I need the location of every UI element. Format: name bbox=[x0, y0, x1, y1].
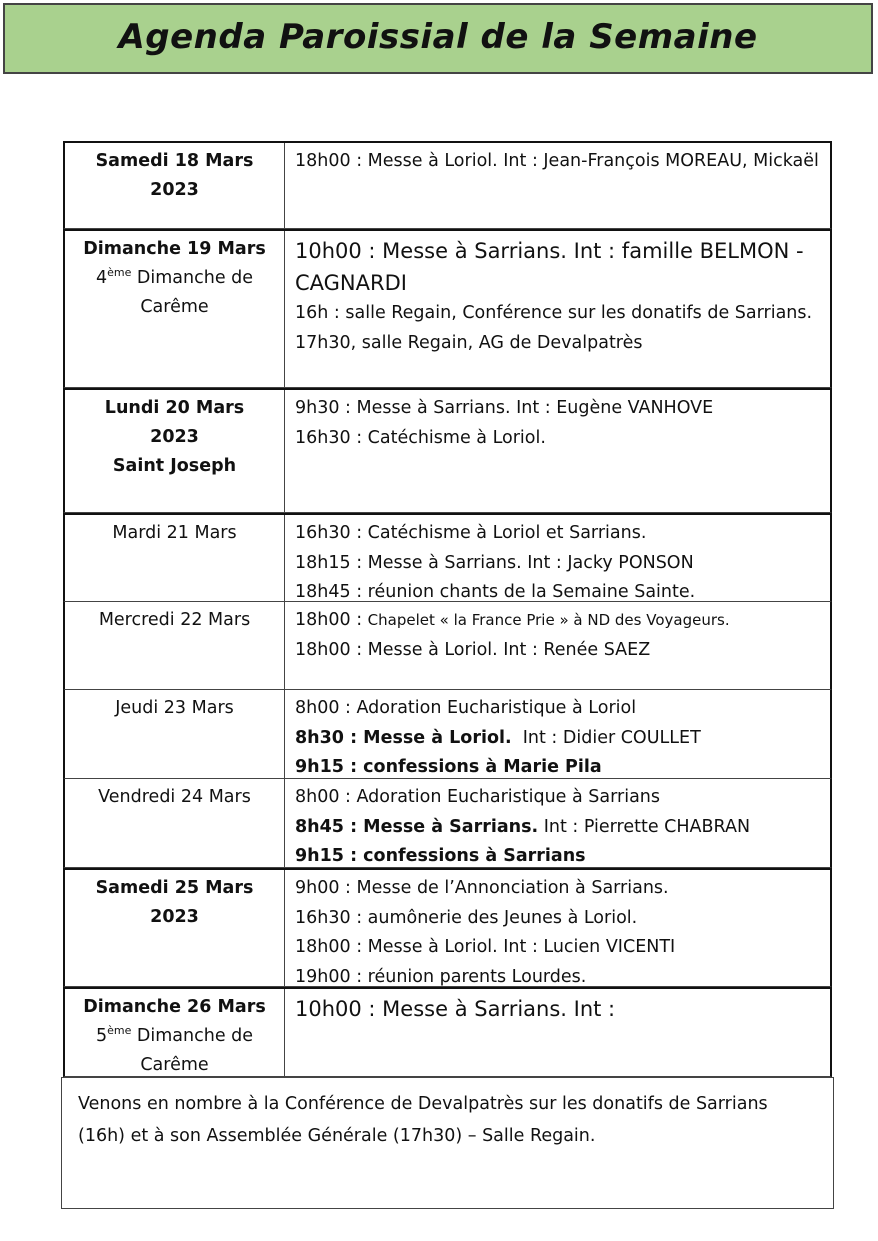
day-line-ordinal: ème bbox=[107, 266, 132, 280]
events-cell bbox=[285, 779, 830, 867]
day-line-text: Samedi 18 Mars bbox=[95, 151, 254, 171]
day-line-text: Dimanche 26 Mars bbox=[83, 997, 266, 1017]
announcement-box bbox=[61, 1077, 834, 1209]
event-text: 9h15 : confessions à Sarrians bbox=[295, 846, 586, 866]
day-line bbox=[65, 147, 284, 176]
event-text: 9h30 : Messe à Sarrians. Int : Eugène VANHOVE bbox=[295, 398, 714, 418]
event-line bbox=[295, 299, 830, 329]
day-line bbox=[65, 874, 284, 903]
day-line-text: Dimanche 19 Mars bbox=[83, 239, 266, 259]
day-line-text: Samedi 25 Mars bbox=[95, 878, 254, 898]
event-text: 10h00 : Messe à Sarrians. Int : bbox=[295, 997, 616, 1021]
day-cell bbox=[65, 231, 285, 387]
events-cell bbox=[285, 870, 830, 986]
day-cell bbox=[65, 779, 285, 867]
event-text: 19h00 : réunion parents Lourdes. bbox=[295, 966, 587, 987]
event-line bbox=[295, 904, 830, 934]
event-line bbox=[295, 813, 830, 843]
event-text: 18h00 : Messe à Loriol. Int : Lucien VICENTI bbox=[295, 937, 676, 957]
day-line-text: 2023 bbox=[150, 180, 199, 200]
agenda-row-jeudi-23 bbox=[63, 690, 832, 779]
announcement-text: Venons en nombre à la Conférence de Devalpatrès sur les donatifs de Sarrians (16h) et à son Assemblée Générale (17h30) – Salle Regain. bbox=[78, 1094, 768, 1146]
day-line bbox=[65, 394, 284, 423]
day-line-text: Vendredi 24 Mars bbox=[98, 787, 251, 807]
day-line-text: Dimanche de bbox=[131, 268, 254, 288]
agenda-row-dimanche-26 bbox=[63, 987, 832, 1077]
event-text: 18h15 : Messe à Sarrians. Int : Jacky PONSON bbox=[295, 552, 694, 573]
day-line-text: Lundi 20 Mars bbox=[104, 398, 245, 418]
event-line bbox=[295, 549, 830, 579]
day-line-text: 2023 bbox=[150, 427, 199, 447]
agenda-row-dimanche-19 bbox=[63, 229, 832, 388]
agenda-row-samedi-18 bbox=[63, 141, 832, 229]
events-cell bbox=[285, 390, 830, 512]
day-line-ordinal: ème bbox=[107, 1024, 132, 1038]
events-cell bbox=[285, 602, 830, 689]
day-line bbox=[65, 694, 284, 723]
day-line bbox=[65, 606, 284, 635]
day-line-number: 4 bbox=[95, 268, 108, 288]
event-line bbox=[295, 783, 830, 813]
event-line bbox=[295, 147, 830, 177]
event-text: 8h00 : Adoration Eucharistique à Sarrians bbox=[295, 787, 661, 807]
event-line bbox=[295, 724, 830, 754]
day-line bbox=[65, 452, 284, 481]
event-line bbox=[295, 933, 830, 963]
day-cell bbox=[65, 870, 285, 986]
event-line bbox=[295, 424, 830, 454]
agenda-row-mercredi-22 bbox=[63, 602, 832, 690]
day-line-text: 2023 bbox=[150, 907, 199, 927]
day-cell bbox=[65, 143, 285, 228]
event-text: 8h00 : Adoration Eucharistique à Loriol bbox=[295, 698, 637, 718]
event-line bbox=[295, 694, 830, 724]
day-cell bbox=[65, 690, 285, 778]
agenda-row-samedi-25 bbox=[63, 868, 832, 987]
day-line bbox=[65, 1051, 284, 1080]
agenda-row-lundi-20 bbox=[63, 388, 832, 513]
events-cell bbox=[285, 690, 830, 778]
events-cell bbox=[285, 515, 830, 601]
day-cell bbox=[65, 515, 285, 601]
day-line bbox=[65, 519, 284, 548]
event-text: 16h30 : Catéchisme à Loriol. bbox=[295, 427, 546, 448]
page-title: Agenda Paroissial de la Semaine bbox=[118, 17, 758, 57]
agenda-row-vendredi-24 bbox=[63, 779, 832, 868]
event-line bbox=[295, 519, 830, 549]
day-line bbox=[65, 264, 284, 293]
event-text: Chapelet « la France Prie » à ND des Voyageurs. bbox=[367, 611, 730, 629]
event-text: 16h30 : Catéchisme à Loriol et Sarrians. bbox=[295, 523, 647, 543]
day-line-number: 5 bbox=[95, 1026, 108, 1046]
day-line bbox=[65, 783, 284, 812]
agenda-table bbox=[63, 141, 832, 1077]
day-line-text: Mercredi 22 Mars bbox=[98, 610, 251, 630]
event-line bbox=[295, 329, 830, 359]
events-cell bbox=[285, 143, 830, 228]
day-line-text: Jeudi 23 Mars bbox=[115, 698, 234, 718]
event-text: 16h30 : aumônerie des Jeunes à Loriol. bbox=[295, 907, 638, 928]
day-cell bbox=[65, 602, 285, 689]
day-line bbox=[65, 235, 284, 264]
event-text: 18h45 : réunion chants de la Semaine Sainte. bbox=[295, 582, 696, 602]
event-text: 8h45 : Messe à Sarrians. bbox=[295, 816, 539, 837]
event-text: 16h : salle Regain, Conférence sur les donatifs de Sarrians. bbox=[295, 303, 813, 323]
event-text: 8h30 : Messe à Loriol. bbox=[295, 727, 512, 748]
day-line bbox=[65, 903, 284, 932]
events-cell bbox=[285, 231, 830, 387]
day-cell bbox=[65, 390, 285, 512]
event-text: 17h30, salle Regain, AG de Devalpatrès bbox=[295, 332, 643, 353]
event-text: 18h00 : bbox=[295, 610, 368, 630]
day-line bbox=[65, 1022, 284, 1051]
event-line bbox=[295, 606, 830, 636]
events-cell bbox=[285, 989, 830, 1076]
day-line bbox=[65, 993, 284, 1022]
event-text: 9h00 : Messe de l’Annonciation à Sarrians. bbox=[295, 878, 669, 898]
event-text: Int : Pierrette CHABRAN bbox=[538, 816, 751, 837]
event-text: 10h00 : Messe à Sarrians. Int : famille BELMON - CAGNARDI bbox=[295, 239, 811, 295]
event-text: 18h00 : Messe à Loriol. Int : Renée SAEZ bbox=[295, 639, 651, 660]
agenda-row-mardi-21 bbox=[63, 513, 832, 602]
day-line-text: Mardi 21 Mars bbox=[112, 523, 237, 543]
event-line bbox=[295, 993, 830, 1025]
event-line bbox=[295, 235, 830, 299]
event-line bbox=[295, 636, 830, 666]
day-line-text: Saint Joseph bbox=[112, 456, 237, 476]
day-line bbox=[65, 423, 284, 452]
day-line bbox=[65, 176, 284, 205]
day-line-text: Carême bbox=[140, 1055, 209, 1075]
title-banner bbox=[3, 3, 873, 74]
event-line bbox=[295, 394, 830, 424]
day-line bbox=[65, 293, 284, 322]
day-line-text: Carême bbox=[140, 297, 209, 317]
event-line bbox=[295, 874, 830, 904]
day-line-text: Dimanche de bbox=[131, 1026, 254, 1046]
event-text: 9h15 : confessions à Marie Pila bbox=[295, 757, 602, 777]
event-text: Int : Didier COULLET bbox=[511, 727, 701, 748]
event-text: 18h00 : Messe à Loriol. Int : Jean-François MOREAU, Mickaël bbox=[295, 151, 819, 171]
day-cell bbox=[65, 989, 285, 1076]
